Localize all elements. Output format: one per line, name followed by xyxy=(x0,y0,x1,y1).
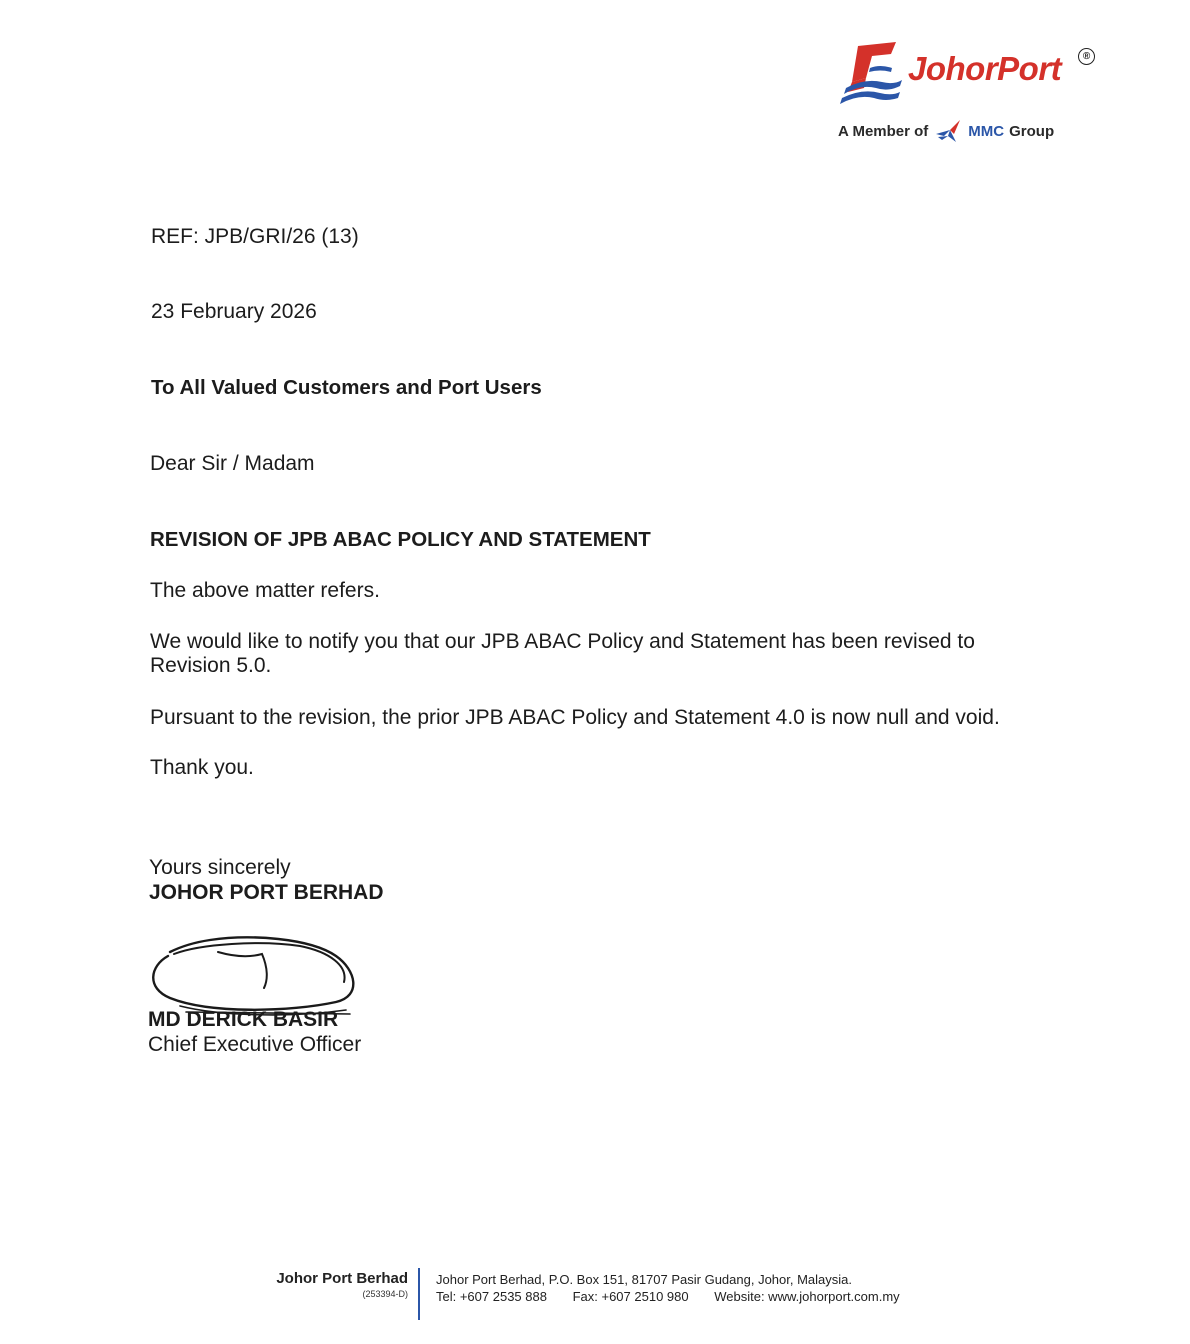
closing: Yours sincerely xyxy=(149,856,291,879)
subject-line: REVISION OF JPB ABAC POLICY AND STATEMENT xyxy=(150,528,651,551)
paragraph: Thank you. xyxy=(150,756,254,779)
footer-tel: Tel: +607 2535 888 xyxy=(436,1289,547,1304)
paragraph: We would like to notify you that our JPB ABAC Policy and Statement has been revised to Revision 5.0. xyxy=(150,630,975,677)
logo-wordmark: JohorPort xyxy=(908,50,1062,87)
reference-number: REF: JPB/GRI/26 (13) xyxy=(151,225,359,248)
johor-port-logo xyxy=(832,36,1102,148)
johor-port-mark-icon xyxy=(836,38,906,108)
member-of-line xyxy=(838,118,1054,144)
company-name: JOHOR PORT BERHAD xyxy=(149,881,384,904)
footer-address: Johor Port Berhad, P.O. Box 151, 81707 Pasir Gudang, Johor, Malaysia. xyxy=(436,1272,853,1287)
signer-title: Chief Executive Officer xyxy=(148,1033,362,1056)
footer-fax: Fax: +607 2510 980 xyxy=(572,1289,689,1304)
signer-name: MD DERICK BASIR xyxy=(148,1008,339,1031)
footer-company-name: Johor Port Berhad xyxy=(276,1270,408,1287)
salutation: Dear Sir / Madam xyxy=(150,452,315,475)
footer-divider xyxy=(418,1268,420,1320)
member-prefix: A Member of xyxy=(838,122,929,140)
footer-contact xyxy=(436,1271,900,1305)
footer-website: Website: www.johorport.com.my xyxy=(714,1289,900,1304)
mmc-group-mark-icon xyxy=(934,118,964,144)
footer-company xyxy=(276,1270,408,1299)
footer-company-reg: (253394-D) xyxy=(362,1289,408,1299)
group-label: Group xyxy=(1009,122,1055,140)
mmc-brand: MMC xyxy=(968,122,1005,140)
letter-date: 23 February 2026 xyxy=(151,300,317,323)
addressee: To All Valued Customers and Port Users xyxy=(151,376,542,399)
registered-mark: ® xyxy=(1078,48,1095,65)
paragraph: The above matter refers. xyxy=(150,579,380,602)
footer-contact-row xyxy=(436,1288,900,1305)
paragraph: Pursuant to the revision, the prior JPB ABAC Policy and Statement 4.0 is now null and void. xyxy=(150,706,1000,729)
